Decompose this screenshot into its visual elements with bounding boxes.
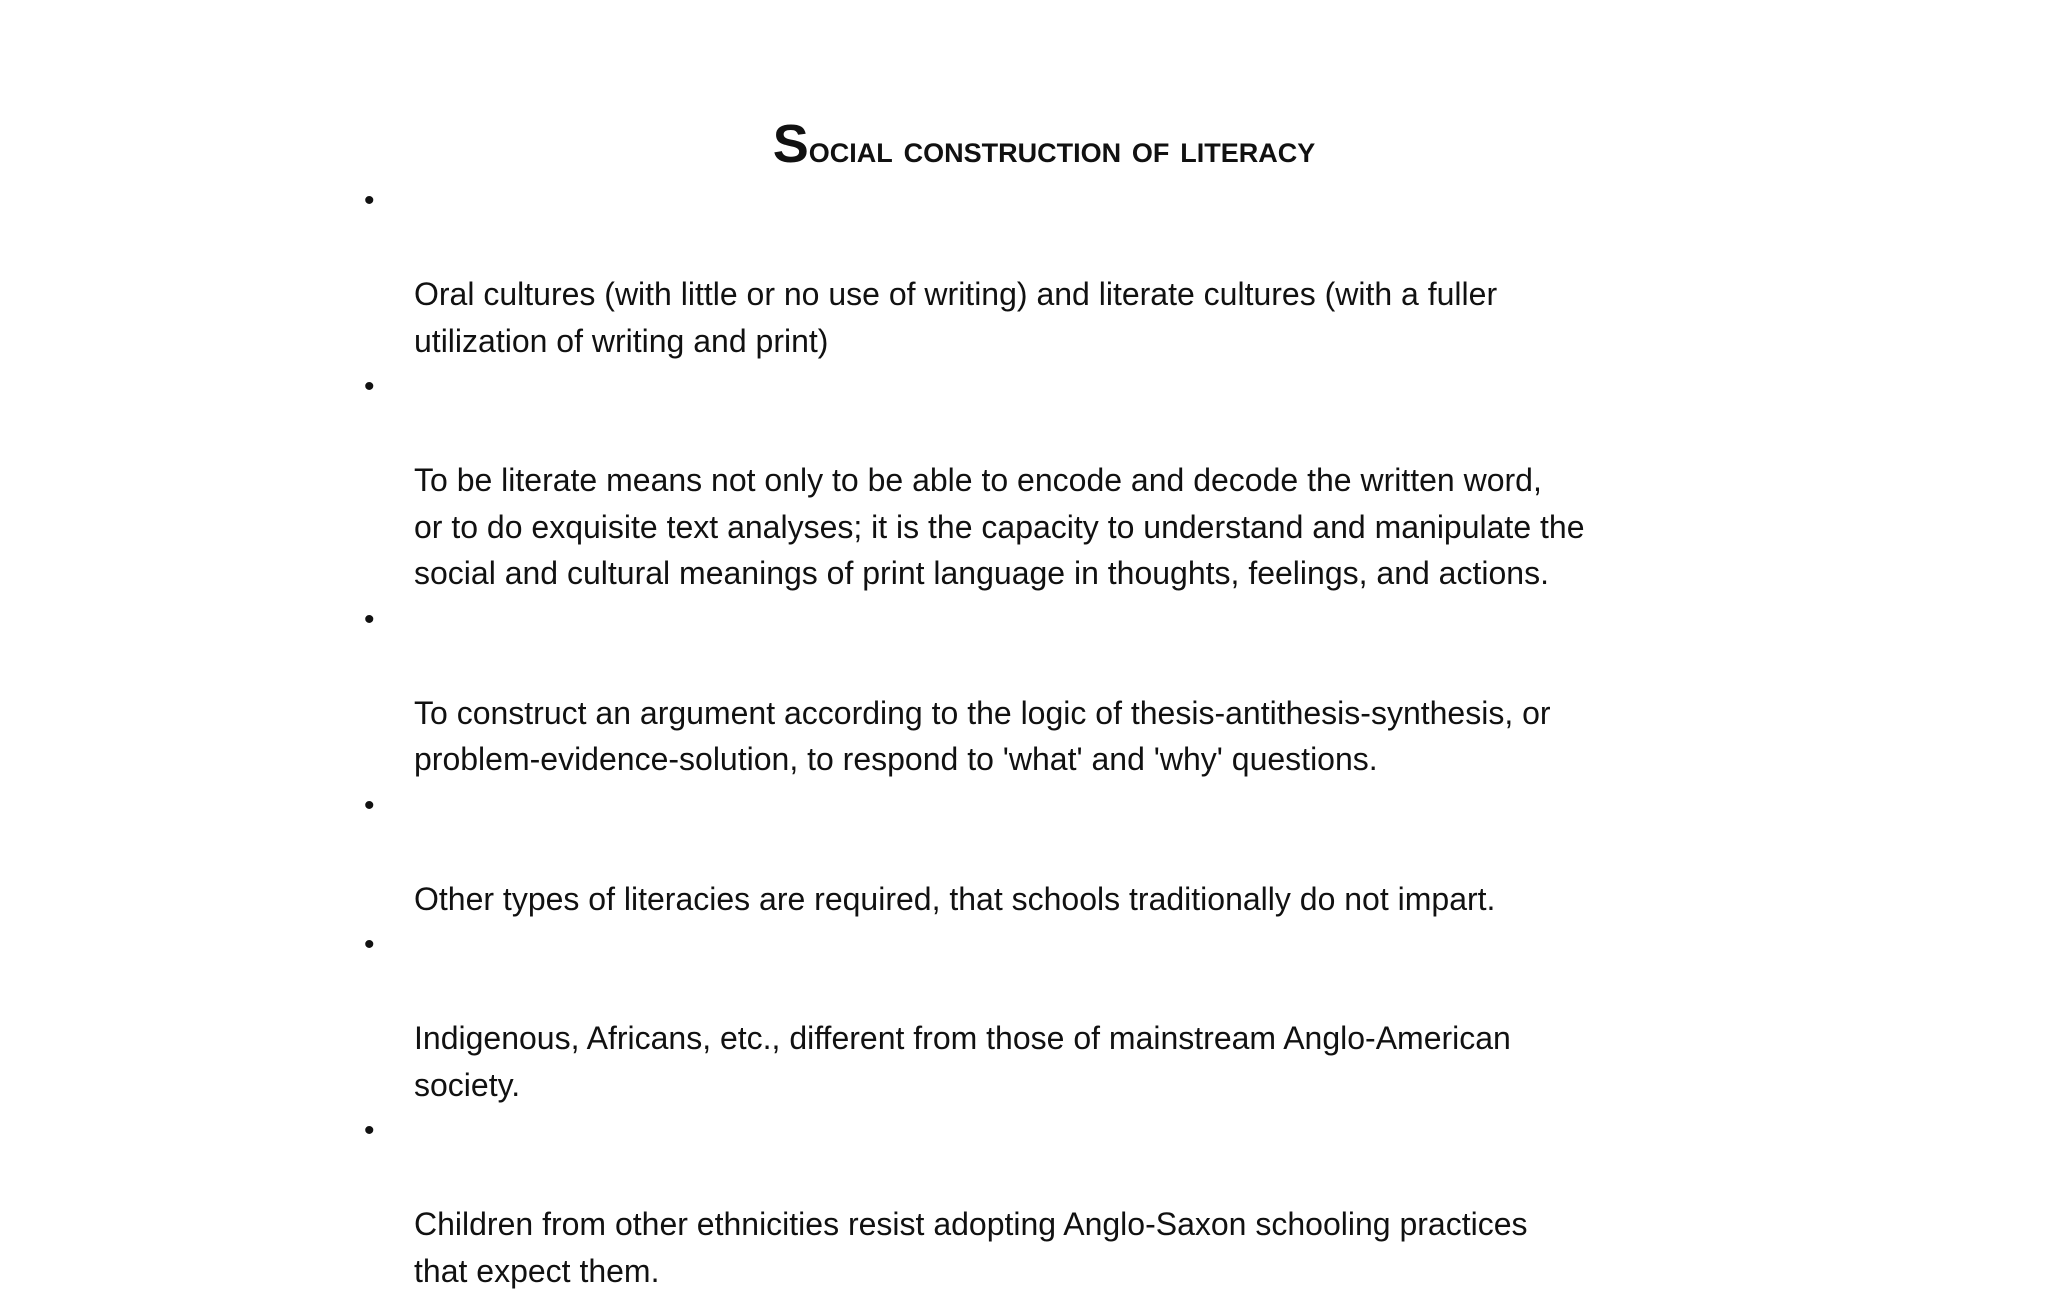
bullet-item [364,364,1734,597]
bullet-text: Other types of literacies are required, that schools traditionally do not impart. [414,880,1496,917]
bullet-item [364,597,1734,783]
bullet-text: To construct an argument according to the logic of thesis-antithesis-synthesis, or problem-evidence-solution, to respond to 'what' and 'why' questions. [414,694,1551,777]
bullet-list [364,178,1734,1294]
bullet-icon: • [364,184,375,217]
bullet-icon: • [364,928,375,961]
bullet-icon: • [364,788,375,822]
bullet-text: To be literate means not only to be able to encode and decode the written word, or to do exquisite text analyses; it is the capacity to understand and manipulate the social and cultural meanings of print language in thoughts, feelings, and actions. [414,462,1585,591]
bullet-icon: • [364,602,375,636]
bullet-item [364,922,1734,1108]
bullet-icon: • [364,370,375,403]
bullet-icon: • [364,1114,375,1147]
bullet-text: Oral cultures (with little or no use of writing) and literate cultures (with a fuller utilization of writing and print) [414,276,1498,359]
bullet-item [364,783,1734,923]
bullet-text: Children from other ethnicities resist adopting Anglo-Saxon schooling practices that expect them. [414,1206,1528,1289]
bullet-item [364,1108,1734,1294]
bullet-text: Indigenous, Africans, etc., different from those of mainstream Anglo-American society. [414,1020,1511,1103]
slide-title: Social construction of literacy [772,114,1316,174]
bullet-item [364,178,1734,364]
